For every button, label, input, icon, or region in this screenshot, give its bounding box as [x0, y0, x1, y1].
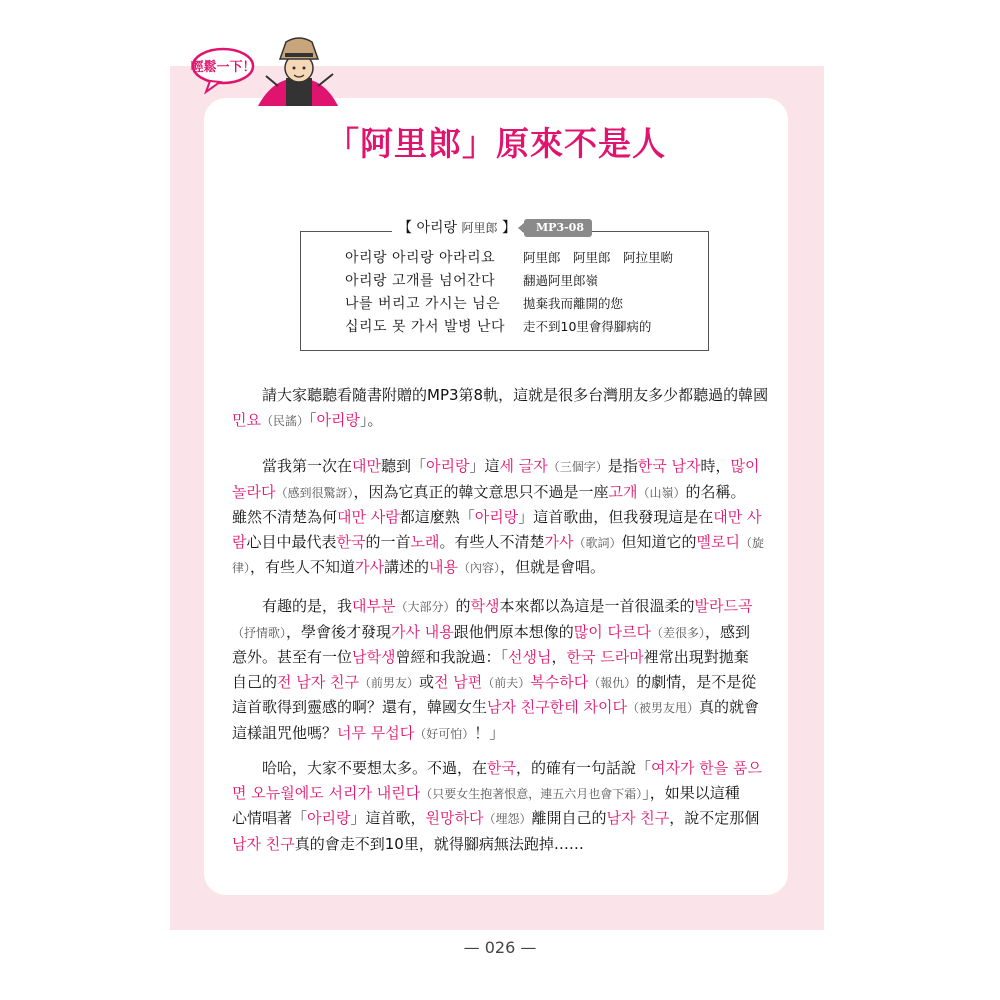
gloss: 律）: [232, 561, 251, 575]
korean-word: 멜로디: [696, 532, 741, 551]
text: 裡常出現對拋棄: [643, 648, 749, 666]
korean-word: 복수하다: [530, 672, 589, 691]
gloss: （前男友）: [359, 675, 420, 690]
text: 」這首歌，: [350, 809, 426, 827]
text: 的一首: [365, 532, 411, 551]
lyric-korean: 나를 버리고 가시는 님은: [345, 296, 501, 312]
text: ，有些人不知道: [250, 558, 356, 576]
lyrics-header-korean: 아리랑: [416, 220, 458, 236]
gloss: （山嶺）: [637, 485, 686, 500]
text: ，: [551, 648, 567, 666]
lyrics-header: 【 아리랑 阿里郎 】: [392, 218, 522, 238]
korean-word: 아리랑: [316, 410, 360, 429]
text: 心情唱著「: [232, 809, 308, 827]
text: 意外。甚至有一位: [232, 648, 353, 666]
korean-word: 아리랑: [307, 809, 351, 827]
text: 自己的: [232, 672, 278, 691]
paragraph-3: [232, 594, 772, 746]
text: 」這: [469, 457, 500, 475]
text: 的: [455, 597, 471, 615]
korean-word: 내용: [429, 558, 459, 576]
lyric-korean: 아리랑 아리랑 아라리요: [345, 250, 496, 266]
korean-word: 남자 친구: [606, 809, 670, 827]
mascot-badge-text: 輕鬆一下！: [190, 60, 256, 75]
lyrics-header-chinese: 阿里郎: [461, 221, 498, 235]
gloss: （前夫）: [482, 675, 531, 690]
korean-word: 아리랑: [474, 508, 519, 526]
text: 聽到「: [381, 457, 427, 475]
korean-word: 너무 무섭다: [337, 723, 415, 742]
korean-word: 놀라다: [232, 482, 276, 501]
korean-word: 세 글자: [499, 457, 548, 475]
text: 。有些人不清楚: [439, 532, 545, 551]
lyric-chinese: 翻過阿里郎嶺: [523, 273, 599, 288]
gloss: （內容）: [458, 561, 501, 575]
gloss: （歌詞）: [573, 535, 622, 550]
gloss: （民謠）: [260, 413, 309, 428]
korean-word: 한국: [487, 759, 516, 777]
gloss: （差很多）: [651, 625, 706, 640]
text: ，但就是會唱。: [500, 558, 606, 576]
gloss: （抒情歌）: [232, 625, 287, 640]
text: ，感到: [705, 622, 751, 641]
korean-word: 전 남편: [434, 672, 483, 691]
korean-word: 원망하다: [425, 809, 484, 827]
gloss: （旋: [740, 535, 765, 550]
lyric-row: [345, 270, 598, 292]
korean-word: 선생님: [508, 648, 552, 666]
text: 但知道它的: [621, 532, 697, 551]
page-number: — 026 —: [463, 938, 537, 957]
korean-word: 가사: [355, 558, 385, 576]
text: ，因為它真正的韓文意思只不過是一座: [353, 482, 609, 501]
text: 雖然不清楚為何: [232, 508, 338, 526]
gloss: （感到很驚訝）: [275, 485, 354, 500]
text: 曾經和我說過：「: [395, 648, 509, 666]
paragraph-4: [232, 756, 772, 856]
lyric-row: [345, 247, 673, 269]
text: 本來都以為這是一首很溫柔的: [499, 597, 695, 615]
text: 心目中最代表: [246, 532, 337, 551]
korean-word: 남자 친구: [232, 834, 295, 853]
lyric-row: [345, 316, 651, 338]
text: 這首歌得到靈感的啊？還有，韓國女生: [232, 698, 488, 716]
korean-word: 한국: [336, 532, 366, 551]
korean-word: 한국 남자: [637, 457, 701, 475]
gloss: （報仇）: [588, 675, 637, 690]
text: 是指: [607, 457, 638, 475]
text: 講述的: [384, 558, 430, 576]
korean-word: 민요: [232, 410, 261, 429]
lyric-chinese: 走不到10里會得腳病的: [523, 319, 652, 334]
korean-word: 가사: [544, 532, 574, 551]
text: 真的會走不到10里，就得腳病無法跑掉……: [294, 834, 584, 853]
korean-word: 고개: [608, 482, 638, 501]
korean-word: 대부분: [352, 597, 396, 615]
paragraph-2: [232, 454, 772, 581]
text: 請大家聽聽看隨書附贈的MP3第8軌，這就是很多台灣朋友多少都聽過的韓國: [262, 386, 769, 404]
korean-word: 많이 다르다: [573, 622, 651, 641]
mp3-track-badge: MP3-08: [524, 219, 592, 237]
text: ，學會後才發現: [286, 622, 392, 641]
korean-word: 가사 내용: [391, 622, 454, 641]
lyric-korean: 십리도 못 가서 발병 난다: [345, 319, 506, 335]
gloss: （被男友甩）: [626, 701, 699, 715]
text: ，的確有一句話說「: [516, 759, 652, 777]
text: 的名稱。: [685, 482, 746, 501]
text: 」，如果以這種: [642, 783, 740, 802]
korean-word: 전 남자 친구: [277, 672, 360, 691]
text: 「: [309, 410, 317, 429]
text: 都這麼熟「: [399, 508, 475, 526]
text: 時，: [700, 457, 731, 475]
korean-word: 면 오뉴월에도 서리가 내린다: [232, 783, 421, 802]
korean-word: 아리랑: [426, 457, 470, 475]
korean-word: 대만 사람: [337, 508, 400, 526]
text: 」。: [360, 410, 383, 429]
korean-word: 대만: [352, 457, 381, 475]
lyric-chinese: 拋棄我而離開的您: [523, 296, 624, 311]
korean-word: 한국 드라마: [566, 648, 644, 666]
gloss: （大部分）: [395, 600, 456, 614]
text: 或: [419, 672, 435, 691]
text: 的劇情，是不是從: [636, 672, 757, 691]
page-title: 「阿里郎」原來不是人: [326, 124, 666, 163]
mascot-illustration: [188, 26, 338, 106]
korean-word: 남자 친구한테 차이다: [487, 698, 627, 716]
text: 真的就會: [698, 698, 759, 716]
korean-word: 대만 사: [713, 508, 762, 526]
korean-word: 많이: [730, 457, 760, 475]
text: ！」: [474, 723, 505, 742]
korean-word: 학생: [470, 597, 500, 615]
korean-word: 남학생: [352, 648, 396, 666]
korean-word: 여자가 한을 품으: [651, 759, 762, 777]
gloss: （好可怕）: [414, 726, 475, 741]
text: 這樣詛咒他嗎？: [232, 723, 338, 742]
gloss: （埋怨）: [483, 812, 532, 826]
text: 有趣的是，我: [262, 597, 353, 615]
text: ，說不定那個: [669, 809, 760, 827]
text: 當我第一次在: [262, 457, 353, 475]
text: 」這首歌曲，但我發現這是在: [518, 508, 714, 526]
gloss: （只要女生抱著恨意，連五六月也會下霜）: [420, 786, 643, 801]
text: 離開自己的: [531, 809, 607, 827]
korean-word: 발라드곡: [694, 597, 753, 615]
paragraph-1: [232, 383, 772, 433]
text: 跟他們原本想像的: [453, 622, 574, 641]
text: 哈哈，大家不要想太多。不過，在: [262, 759, 488, 777]
korean-word: 노래: [410, 532, 440, 551]
korean-word: 람: [232, 532, 247, 551]
lyric-chinese: 阿里郎 阿里郎 阿拉里喲: [523, 250, 674, 265]
lyric-korean: 아리랑 고개를 넘어간다: [345, 273, 496, 289]
lyric-row: [345, 293, 623, 315]
gloss: （三個字）: [547, 460, 608, 474]
